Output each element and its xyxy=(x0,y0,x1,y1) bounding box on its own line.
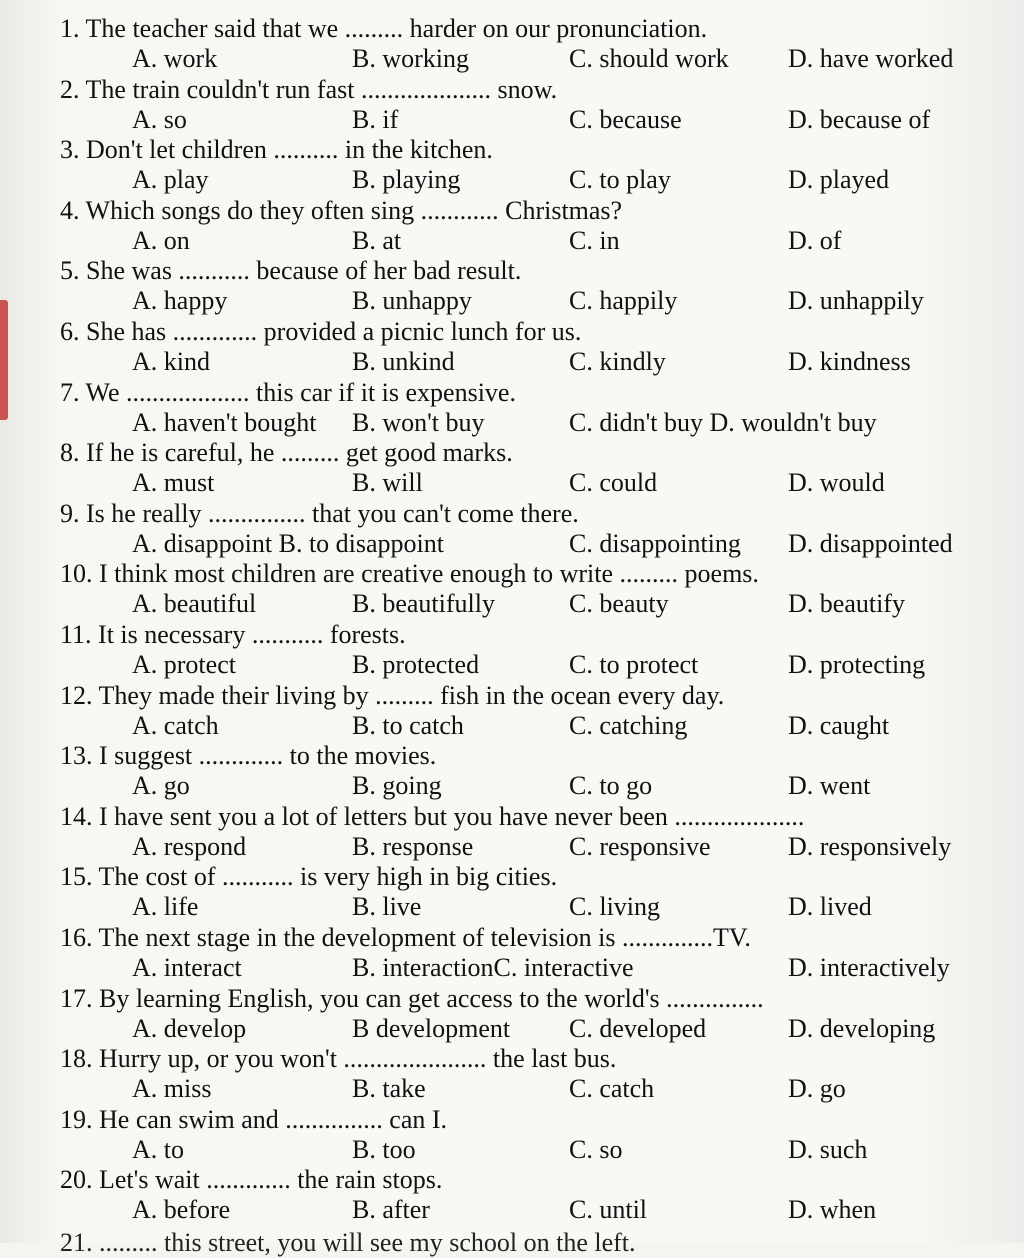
option-c: C. to protect xyxy=(569,650,699,679)
option-b: B. will xyxy=(352,468,423,498)
option-d: D. caught xyxy=(788,710,890,740)
question-stem: 4. Which songs do they often sing ............ Christmas? xyxy=(60,195,623,225)
option-d: D. go xyxy=(788,1074,846,1104)
option-b: B. live xyxy=(352,892,422,922)
question-17 xyxy=(0,970,1024,1043)
question-stem: 15. The cost of ........... is very high in big cities. xyxy=(60,862,558,892)
option-d: D. when xyxy=(788,1195,877,1225)
option-c: C. catching xyxy=(569,710,688,740)
option-c: C. catch xyxy=(569,1074,655,1104)
option-c: C. responsive xyxy=(569,831,711,861)
option-d: D. interactively xyxy=(788,953,950,982)
option-a: A. happy xyxy=(132,286,228,316)
option-c: C. until xyxy=(569,1195,648,1225)
option-c: C. beauty xyxy=(569,589,669,619)
option-a: A. develop xyxy=(132,1013,247,1043)
option-d: D. protecting xyxy=(788,650,926,679)
question-16 xyxy=(0,909,1024,982)
option-a: A. go xyxy=(132,771,190,801)
option-d: D. have worked xyxy=(788,44,954,73)
question-8 xyxy=(0,424,1024,498)
option-b: B. protected xyxy=(352,650,480,679)
option-b: B. response xyxy=(352,831,474,861)
cutoff-question-21: 21. ......... this street, you will see my school on the left. xyxy=(60,1228,636,1257)
option-b: B. if xyxy=(352,104,399,134)
question-stem: 9. Is he really ............... that you can't come there. xyxy=(60,498,579,528)
option-c: C. so xyxy=(569,1134,623,1164)
option-a: A. miss xyxy=(132,1074,212,1104)
option-b: B. beautifully xyxy=(352,589,495,619)
option-b: B. unhappy xyxy=(352,286,472,316)
option-c: C. living xyxy=(569,892,661,922)
option-d: D. developing xyxy=(788,1013,936,1043)
question-stem: 1. The teacher said that we ......... harder on our pronunciation. xyxy=(60,14,708,43)
question-stem: 14. I have sent you a lot of letters but you have never been .................... xyxy=(60,801,805,831)
option-a: A. beautiful xyxy=(132,589,257,619)
question-9 xyxy=(0,485,1024,558)
question-11 xyxy=(0,606,1024,679)
question-12 xyxy=(0,667,1024,740)
question-stem: 10. I think most children are creative enough to write ......... poems. xyxy=(60,559,759,589)
question-stem: 13. I suggest ............. to the movies. xyxy=(60,741,437,771)
question-stem: 12. They made their living by ......... fish in the ocean every day. xyxy=(60,680,725,710)
option-a: A. disappoint B. to disappoint xyxy=(132,528,444,558)
option-b: B. take xyxy=(352,1074,426,1104)
question-stem: 3. Don't let children .......... in the kitchen. xyxy=(60,135,493,165)
option-a: A. respond xyxy=(132,831,247,861)
question-stem: 5. She was ........... because of her bad result. xyxy=(60,256,522,286)
option-a: A. to xyxy=(132,1134,184,1164)
option-c: C. because xyxy=(569,104,682,134)
question-14 xyxy=(0,788,1024,861)
option-b: B. too xyxy=(352,1134,416,1164)
option-d: D. unhappily xyxy=(788,286,924,316)
question-2 xyxy=(0,61,1024,134)
option-d: D. disappointed xyxy=(788,528,953,558)
option-a: A. interact xyxy=(132,953,242,982)
option-b: B. after xyxy=(352,1195,430,1225)
option-d: D. such xyxy=(788,1134,868,1164)
question-stem: 7. We ................... this car if it is expensive. xyxy=(60,377,516,407)
option-b: B. going xyxy=(352,771,442,801)
option-a: A. life xyxy=(132,892,199,922)
option-a: A. must xyxy=(132,468,215,498)
question-1 xyxy=(0,0,1024,73)
question-stem: 19. He can swim and ............... can I. xyxy=(60,1104,448,1134)
question-10 xyxy=(0,545,1024,619)
option-d: D. because of xyxy=(788,104,931,134)
question-15 xyxy=(0,848,1024,922)
option-a: A. before xyxy=(132,1195,231,1225)
option-b: B. to catch xyxy=(352,710,464,740)
question-19 xyxy=(0,1091,1024,1164)
question-stem: 11. It is necessary ........... forests. xyxy=(60,620,406,649)
option-d: D. went xyxy=(788,771,871,801)
option-c: C. kindly xyxy=(569,347,666,376)
question-stem: 18. Hurry up, or you won't ...................... the last bus. xyxy=(60,1044,617,1074)
question-stem: 20. Let's wait ............. the rain stops. xyxy=(60,1165,443,1195)
question-3 xyxy=(0,121,1024,195)
option-b: B. playing xyxy=(352,165,461,195)
option-c: C. to play xyxy=(569,165,671,195)
option-a: A. catch xyxy=(132,710,219,740)
option-b: B. unkind xyxy=(352,347,455,376)
option-c: C. should work xyxy=(569,44,729,73)
question-stem: 17. By learning English, you can get access to the world's ............... xyxy=(60,983,764,1013)
option-b: B. working xyxy=(352,44,469,73)
question-stem: 2. The train couldn't run fast .................... snow. xyxy=(60,74,558,104)
option-d: D. of xyxy=(788,225,842,255)
option-a: A. on xyxy=(132,225,190,255)
option-d: D. lived xyxy=(788,892,872,922)
option-c: C. disappointing xyxy=(569,528,741,558)
question-20 xyxy=(0,1151,1024,1225)
question-5 xyxy=(0,242,1024,316)
option-c: C. didn't buy D. wouldn't buy xyxy=(569,407,877,437)
option-a: A. play xyxy=(132,165,209,195)
option-b: B. interactionC. interactive xyxy=(352,953,634,982)
option-b: B. won't buy xyxy=(352,407,485,437)
question-6 xyxy=(0,303,1024,376)
option-a: A. kind xyxy=(132,347,210,376)
option-d: D. beautify xyxy=(788,589,905,619)
option-c: C. in xyxy=(569,225,620,255)
option-d: D. would xyxy=(788,468,885,498)
question-18 xyxy=(0,1030,1024,1104)
question-7 xyxy=(0,364,1024,437)
option-b: B development xyxy=(352,1013,511,1043)
option-d: D. responsively xyxy=(788,831,952,861)
question-stem: 16. The next stage in the development of television is ..............TV. xyxy=(60,923,751,952)
option-c: C. to go xyxy=(569,771,653,801)
option-d: D. played xyxy=(788,165,890,195)
option-c: C. developed xyxy=(569,1013,707,1043)
option-c: C. happily xyxy=(569,286,678,316)
question-stem: 8. If he is careful, he ......... get good marks. xyxy=(60,438,513,468)
question-13 xyxy=(0,727,1024,801)
question-stem: 6. She has ............. provided a picnic lunch for us. xyxy=(60,317,582,346)
option-d: D. kindness xyxy=(788,347,911,376)
option-a: A. so xyxy=(132,104,187,134)
option-a: A. work xyxy=(132,44,218,73)
option-c: C. could xyxy=(569,468,658,498)
option-b: B. at xyxy=(352,225,402,255)
question-4 xyxy=(0,182,1024,255)
option-a: A. protect xyxy=(132,650,236,679)
option-a: A. haven't bought xyxy=(132,407,317,437)
